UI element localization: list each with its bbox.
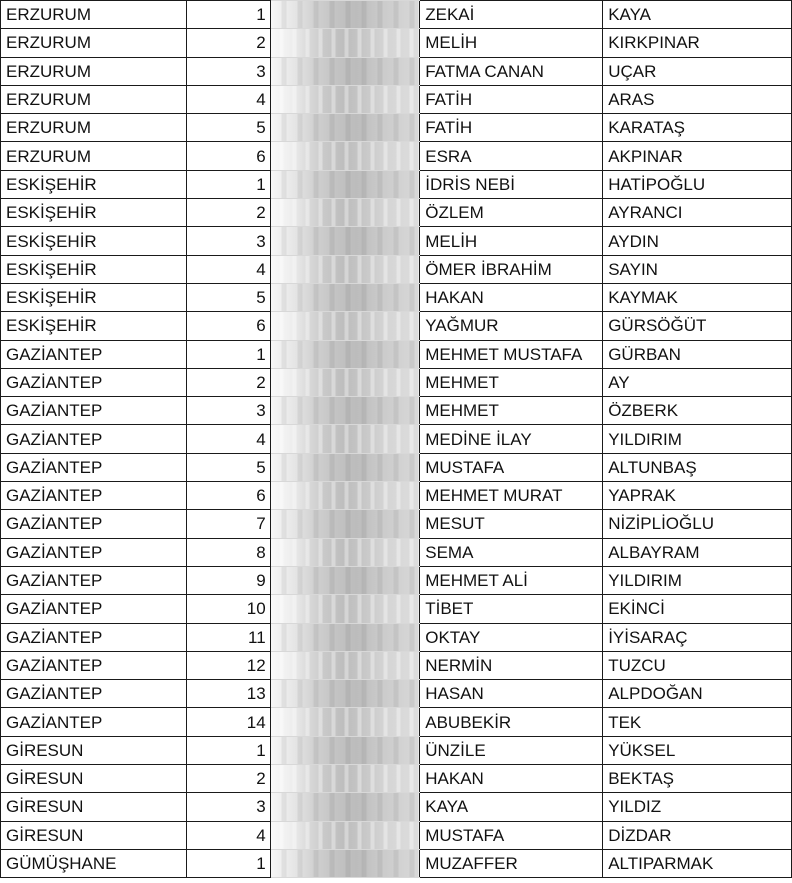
redacted-cell[interactable]: [270, 312, 420, 340]
number-cell[interactable]: 2: [186, 199, 270, 227]
city-cell[interactable]: ERZURUM: [1, 114, 187, 142]
city-cell[interactable]: GAZİANTEP: [1, 708, 187, 736]
first-name-cell[interactable]: İDRİS NEBİ: [420, 170, 603, 198]
table-row: [1, 821, 792, 849]
number-cell[interactable]: 12: [186, 651, 270, 679]
number-cell[interactable]: 1: [186, 340, 270, 368]
first-name-cell[interactable]: ÖZLEM: [420, 199, 603, 227]
city-cell[interactable]: GİRESUN: [1, 736, 187, 764]
last-name-cell[interactable]: İYİSARAÇ: [603, 623, 792, 651]
city-cell[interactable]: GİRESUN: [1, 765, 187, 793]
table-body: [1, 1, 792, 878]
first-name-cell[interactable]: FATİH: [420, 85, 603, 113]
redacted-cell[interactable]: [270, 651, 420, 679]
city-cell[interactable]: ERZURUM: [1, 57, 187, 85]
last-name-cell[interactable]: AY: [603, 368, 792, 396]
table-row: [1, 566, 792, 594]
page-bottom-edge: [0, 879, 792, 883]
city-cell[interactable]: GÜMÜŞHANE: [1, 849, 187, 877]
first-name-cell[interactable]: MESUT: [420, 510, 603, 538]
number-cell[interactable]: 3: [186, 793, 270, 821]
first-name-cell[interactable]: HAKAN: [420, 765, 603, 793]
number-cell[interactable]: 5: [186, 453, 270, 481]
first-name-cell[interactable]: ABUBEKİR: [420, 708, 603, 736]
table-row: [1, 623, 792, 651]
redacted-cell[interactable]: [270, 793, 420, 821]
city-cell[interactable]: GAZİANTEP: [1, 680, 187, 708]
first-name-cell[interactable]: YAĞMUR: [420, 312, 603, 340]
last-name-cell[interactable]: YAPRAK: [603, 482, 792, 510]
first-name-cell[interactable]: NERMİN: [420, 651, 603, 679]
redacted-cell[interactable]: [270, 283, 420, 311]
number-cell[interactable]: 6: [186, 312, 270, 340]
first-name-cell[interactable]: MUSTAFA: [420, 821, 603, 849]
first-name-cell[interactable]: MUZAFFER: [420, 849, 603, 877]
city-cell[interactable]: GAZİANTEP: [1, 595, 187, 623]
city-cell[interactable]: GAZİANTEP: [1, 510, 187, 538]
last-name-cell[interactable]: KIRKPINAR: [603, 29, 792, 57]
number-cell[interactable]: 4: [186, 821, 270, 849]
redacted-cell[interactable]: [270, 57, 420, 85]
last-name-cell[interactable]: KAYMAK: [603, 283, 792, 311]
table-row: [1, 85, 792, 113]
first-name-cell[interactable]: FATİH: [420, 114, 603, 142]
table-row: [1, 680, 792, 708]
first-name-cell[interactable]: MEHMET: [420, 397, 603, 425]
city-cell[interactable]: ERZURUM: [1, 1, 187, 29]
table-row: [1, 482, 792, 510]
last-name-cell[interactable]: DİZDAR: [603, 821, 792, 849]
last-name-cell[interactable]: YILDIZ: [603, 793, 792, 821]
city-cell[interactable]: ESKİŞEHİR: [1, 170, 187, 198]
redacted-cell[interactable]: [270, 170, 420, 198]
table-row: [1, 227, 792, 255]
last-name-cell[interactable]: GÜRSÖĞÜT: [603, 312, 792, 340]
last-name-cell[interactable]: BEKTAŞ: [603, 765, 792, 793]
table-row: [1, 114, 792, 142]
city-cell[interactable]: ESKİŞEHİR: [1, 283, 187, 311]
number-cell[interactable]: 2: [186, 368, 270, 396]
city-cell[interactable]: ESKİŞEHİR: [1, 199, 187, 227]
redacted-cell[interactable]: [270, 340, 420, 368]
table-row: [1, 595, 792, 623]
redacted-cell[interactable]: [270, 397, 420, 425]
table-row: [1, 340, 792, 368]
number-cell[interactable]: 9: [186, 566, 270, 594]
table-row: [1, 708, 792, 736]
first-name-cell[interactable]: MEHMET MUSTAFA: [420, 340, 603, 368]
number-cell[interactable]: 11: [186, 623, 270, 651]
table-row: [1, 29, 792, 57]
number-cell[interactable]: 1: [186, 736, 270, 764]
number-cell[interactable]: 7: [186, 510, 270, 538]
table-row: [1, 142, 792, 170]
redacted-cell[interactable]: [270, 821, 420, 849]
redacted-cell[interactable]: [270, 538, 420, 566]
first-name-cell[interactable]: MELİH: [420, 227, 603, 255]
table-row: [1, 510, 792, 538]
table-row: [1, 793, 792, 821]
last-name-cell[interactable]: TEK: [603, 708, 792, 736]
table-row: [1, 170, 792, 198]
number-cell[interactable]: 5: [186, 114, 270, 142]
number-cell[interactable]: 8: [186, 538, 270, 566]
first-name-cell[interactable]: HAKAN: [420, 283, 603, 311]
number-cell[interactable]: 1: [186, 1, 270, 29]
table-row: [1, 57, 792, 85]
table-row: [1, 1, 792, 29]
number-cell[interactable]: 6: [186, 482, 270, 510]
last-name-cell[interactable]: GÜRBAN: [603, 340, 792, 368]
table-row: [1, 538, 792, 566]
number-cell[interactable]: 4: [186, 425, 270, 453]
last-name-cell[interactable]: AYRANCI: [603, 199, 792, 227]
first-name-cell[interactable]: KAYA: [420, 793, 603, 821]
city-cell[interactable]: ESKİŞEHİR: [1, 312, 187, 340]
last-name-cell[interactable]: AKPINAR: [603, 142, 792, 170]
redacted-cell[interactable]: [270, 425, 420, 453]
first-name-cell[interactable]: ZEKAİ: [420, 1, 603, 29]
last-name-cell[interactable]: ALTIPARMAK: [603, 849, 792, 877]
table-row: [1, 849, 792, 877]
city-cell[interactable]: GAZİANTEP: [1, 651, 187, 679]
number-cell[interactable]: 3: [186, 397, 270, 425]
first-name-cell[interactable]: ÜNZİLE: [420, 736, 603, 764]
last-name-cell[interactable]: NİZİPLİOĞLU: [603, 510, 792, 538]
city-cell[interactable]: ERZURUM: [1, 85, 187, 113]
number-cell[interactable]: 3: [186, 227, 270, 255]
last-name-cell[interactable]: YÜKSEL: [603, 736, 792, 764]
table-row: [1, 255, 792, 283]
redacted-cell[interactable]: [270, 680, 420, 708]
first-name-cell[interactable]: MEHMET ALİ: [420, 566, 603, 594]
city-cell[interactable]: GAZİANTEP: [1, 340, 187, 368]
redacted-cell[interactable]: [270, 510, 420, 538]
last-name-cell[interactable]: ARAS: [603, 85, 792, 113]
first-name-cell[interactable]: MEHMET: [420, 368, 603, 396]
redacted-cell[interactable]: [270, 85, 420, 113]
number-cell[interactable]: 2: [186, 29, 270, 57]
last-name-cell[interactable]: UÇAR: [603, 57, 792, 85]
last-name-cell[interactable]: ALPDOĞAN: [603, 680, 792, 708]
city-cell[interactable]: GAZİANTEP: [1, 453, 187, 481]
last-name-cell[interactable]: KAYA: [603, 1, 792, 29]
first-name-cell[interactable]: FATMA CANAN: [420, 57, 603, 85]
last-name-cell[interactable]: TUZCU: [603, 651, 792, 679]
city-cell[interactable]: ESKİŞEHİR: [1, 227, 187, 255]
table-row: [1, 765, 792, 793]
number-cell[interactable]: 13: [186, 680, 270, 708]
city-cell[interactable]: GAZİANTEP: [1, 538, 187, 566]
redacted-cell[interactable]: [270, 1, 420, 29]
last-name-cell[interactable]: SAYIN: [603, 255, 792, 283]
first-name-cell[interactable]: OKTAY: [420, 623, 603, 651]
table-row: [1, 368, 792, 396]
number-cell[interactable]: 1: [186, 849, 270, 877]
last-name-cell[interactable]: KARATAŞ: [603, 114, 792, 142]
city-cell[interactable]: GİRESUN: [1, 793, 187, 821]
table-row: [1, 425, 792, 453]
redacted-cell[interactable]: [270, 142, 420, 170]
redacted-cell[interactable]: [270, 482, 420, 510]
city-cell[interactable]: ESKİŞEHİR: [1, 255, 187, 283]
redacted-cell[interactable]: [270, 199, 420, 227]
table-row: [1, 397, 792, 425]
redacted-cell[interactable]: [270, 114, 420, 142]
city-cell[interactable]: ERZURUM: [1, 142, 187, 170]
redacted-cell[interactable]: [270, 227, 420, 255]
last-name-cell[interactable]: ALBAYRAM: [603, 538, 792, 566]
city-cell[interactable]: GAZİANTEP: [1, 566, 187, 594]
last-name-cell[interactable]: YILDIRIM: [603, 566, 792, 594]
city-cell[interactable]: GAZİANTEP: [1, 397, 187, 425]
redacted-cell[interactable]: [270, 255, 420, 283]
last-name-cell[interactable]: ÖZBERK: [603, 397, 792, 425]
first-name-cell[interactable]: MELİH: [420, 29, 603, 57]
number-cell[interactable]: 3: [186, 57, 270, 85]
redacted-cell[interactable]: [270, 453, 420, 481]
number-cell[interactable]: 4: [186, 85, 270, 113]
first-name-cell[interactable]: ESRA: [420, 142, 603, 170]
redacted-cell[interactable]: [270, 566, 420, 594]
table-row: [1, 283, 792, 311]
last-name-cell[interactable]: YILDIRIM: [603, 425, 792, 453]
number-cell[interactable]: 6: [186, 142, 270, 170]
first-name-cell[interactable]: MEHMET MURAT: [420, 482, 603, 510]
redacted-cell[interactable]: [270, 623, 420, 651]
table-row: [1, 199, 792, 227]
number-cell[interactable]: 1: [186, 170, 270, 198]
redacted-cell[interactable]: [270, 765, 420, 793]
last-name-cell[interactable]: AYDIN: [603, 227, 792, 255]
city-cell[interactable]: GAZİANTEP: [1, 368, 187, 396]
table-row: [1, 312, 792, 340]
redacted-cell[interactable]: [270, 29, 420, 57]
number-cell[interactable]: 10: [186, 595, 270, 623]
city-cell[interactable]: GAZİANTEP: [1, 482, 187, 510]
table-row: [1, 651, 792, 679]
first-name-cell[interactable]: ÖMER İBRAHİM: [420, 255, 603, 283]
city-cell[interactable]: GAZİANTEP: [1, 425, 187, 453]
first-name-cell[interactable]: MEDİNE İLAY: [420, 425, 603, 453]
redacted-cell[interactable]: [270, 736, 420, 764]
redacted-cell[interactable]: [270, 595, 420, 623]
first-name-cell[interactable]: MUSTAFA: [420, 453, 603, 481]
redacted-cell[interactable]: [270, 849, 420, 877]
city-cell[interactable]: GAZİANTEP: [1, 623, 187, 651]
last-name-cell[interactable]: ALTUNBAŞ: [603, 453, 792, 481]
last-name-cell[interactable]: HATİPOĞLU: [603, 170, 792, 198]
redacted-cell[interactable]: [270, 368, 420, 396]
table-row: [1, 736, 792, 764]
first-name-cell[interactable]: TİBET: [420, 595, 603, 623]
table-row: [1, 453, 792, 481]
last-name-cell[interactable]: EKİNCİ: [603, 595, 792, 623]
city-cell[interactable]: GİRESUN: [1, 821, 187, 849]
number-cell[interactable]: 2: [186, 765, 270, 793]
number-cell[interactable]: 14: [186, 708, 270, 736]
redacted-cell[interactable]: [270, 708, 420, 736]
number-cell[interactable]: 5: [186, 283, 270, 311]
number-cell[interactable]: 4: [186, 255, 270, 283]
city-cell[interactable]: ERZURUM: [1, 29, 187, 57]
first-name-cell[interactable]: SEMA: [420, 538, 603, 566]
first-name-cell[interactable]: HASAN: [420, 680, 603, 708]
